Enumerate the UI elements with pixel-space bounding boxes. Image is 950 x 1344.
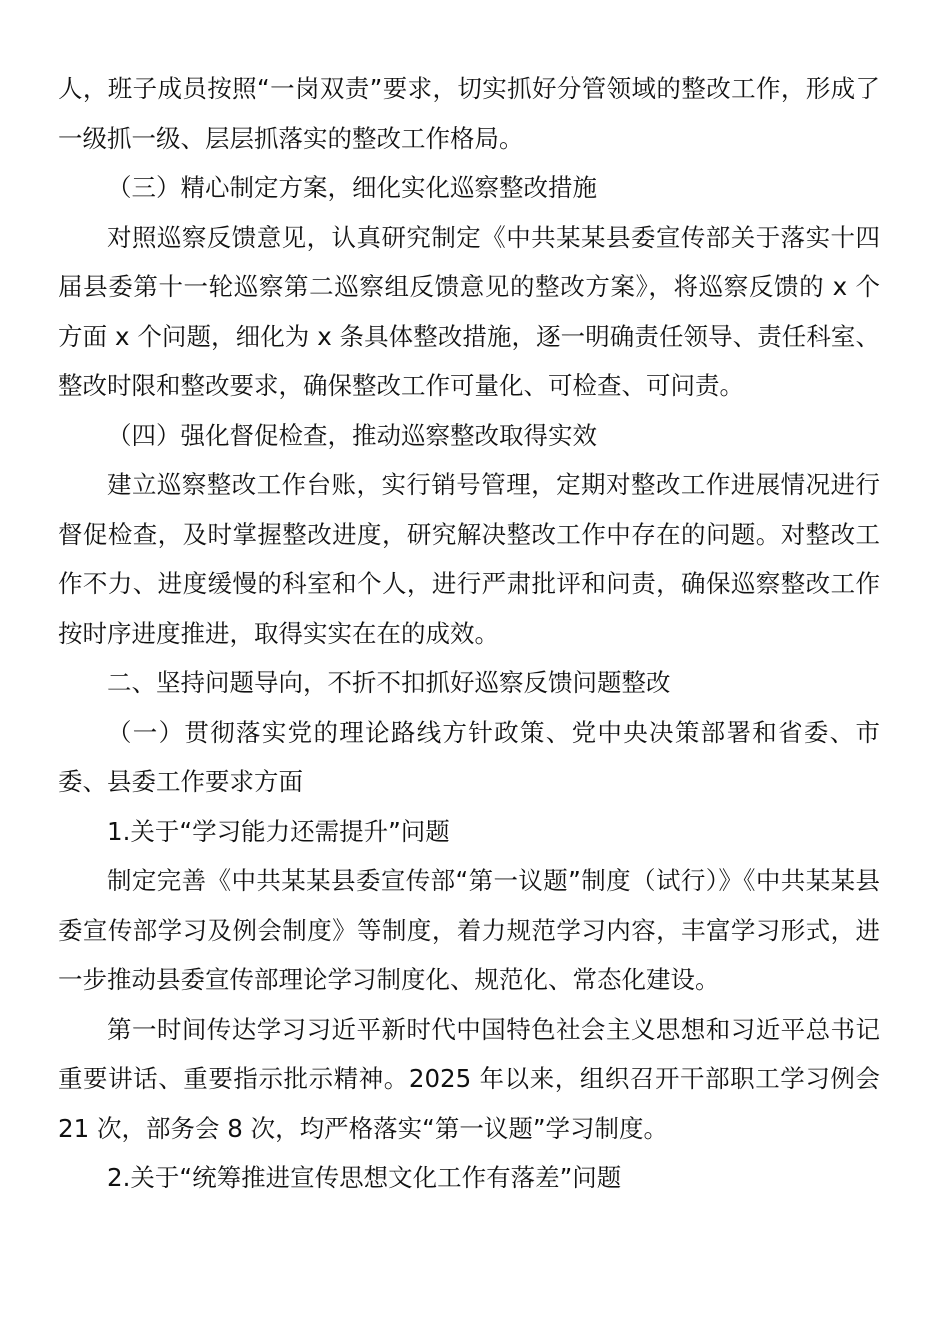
paragraph-rectification-plan: 对照巡察反馈意见，认真研究制定《中共某某县委宣传部关于落实十四届县委第十一轮巡察第二巡察组反馈意见的整改方案》，将巡察反馈的 x 个方面 x 个问题，细化为 x 条具体整改措施，逐一明确责任领导、责任科室、整改时限和整改要求，确保整改工作可量化、可检查、可问责。 bbox=[58, 222, 880, 400]
paragraph-continuation: 人，班子成员按照“一岗双责”要求，切实抓好分管领域的整改工作，形成了一级抓一级、层层抓落实的整改工作格局。 bbox=[58, 74, 880, 153]
item-heading-2: 2.关于“统筹推进宣传思想文化工作有落差”问题 bbox=[107, 1163, 622, 1192]
item-heading-1: 1.关于“学习能力还需提升”问题 bbox=[107, 816, 450, 846]
document-body bbox=[58, 64, 880, 1203]
paragraph-supervision: 建立巡察整改工作台账，实行销号管理，定期对整改工作进展情况进行督促检查，及时掌握整改进度，研究解决整改工作中存在的问题。对整改工作不力、进度缓慢的科室和个人，进行严肃批评和问责，确保巡察整改工作按时序进度推进，取得实实在在的成效。 bbox=[58, 470, 880, 648]
subsection-heading-1: （一）贯彻落实党的理论路线方针政策、党中央决策部署和省委、市委、县委工作要求方面 bbox=[58, 717, 880, 796]
paragraph-study-meetings: 第一时间传达学习习近平新时代中国特色社会主义思想和习近平总书记重要讲话、重要指示批示精神。2025 年以来，组织召开干部职工学习例会 21 次，部务会 8 次，均严格落实“第一议题”学习制度。 bbox=[58, 1014, 880, 1143]
section-heading-4: （四）强化督促检查，推动巡察整改取得实效 bbox=[107, 420, 597, 450]
chapter-heading-2: 二、坚持问题导向，不折不扣抓好巡察反馈问题整改 bbox=[107, 668, 671, 697]
paragraph-study-system: 制定完善《中共某某县委宣传部“第一议题”制度（试行）》《中共某某县委宣传部学习及例会制度》等制度，着力规范学习内容，丰富学习形式，进一步推动县委宣传部理论学习制度化、规范化、常态化建设。 bbox=[58, 866, 880, 994]
section-heading-3: （三）精心制定方案，细化实化巡察整改措施 bbox=[107, 173, 597, 202]
